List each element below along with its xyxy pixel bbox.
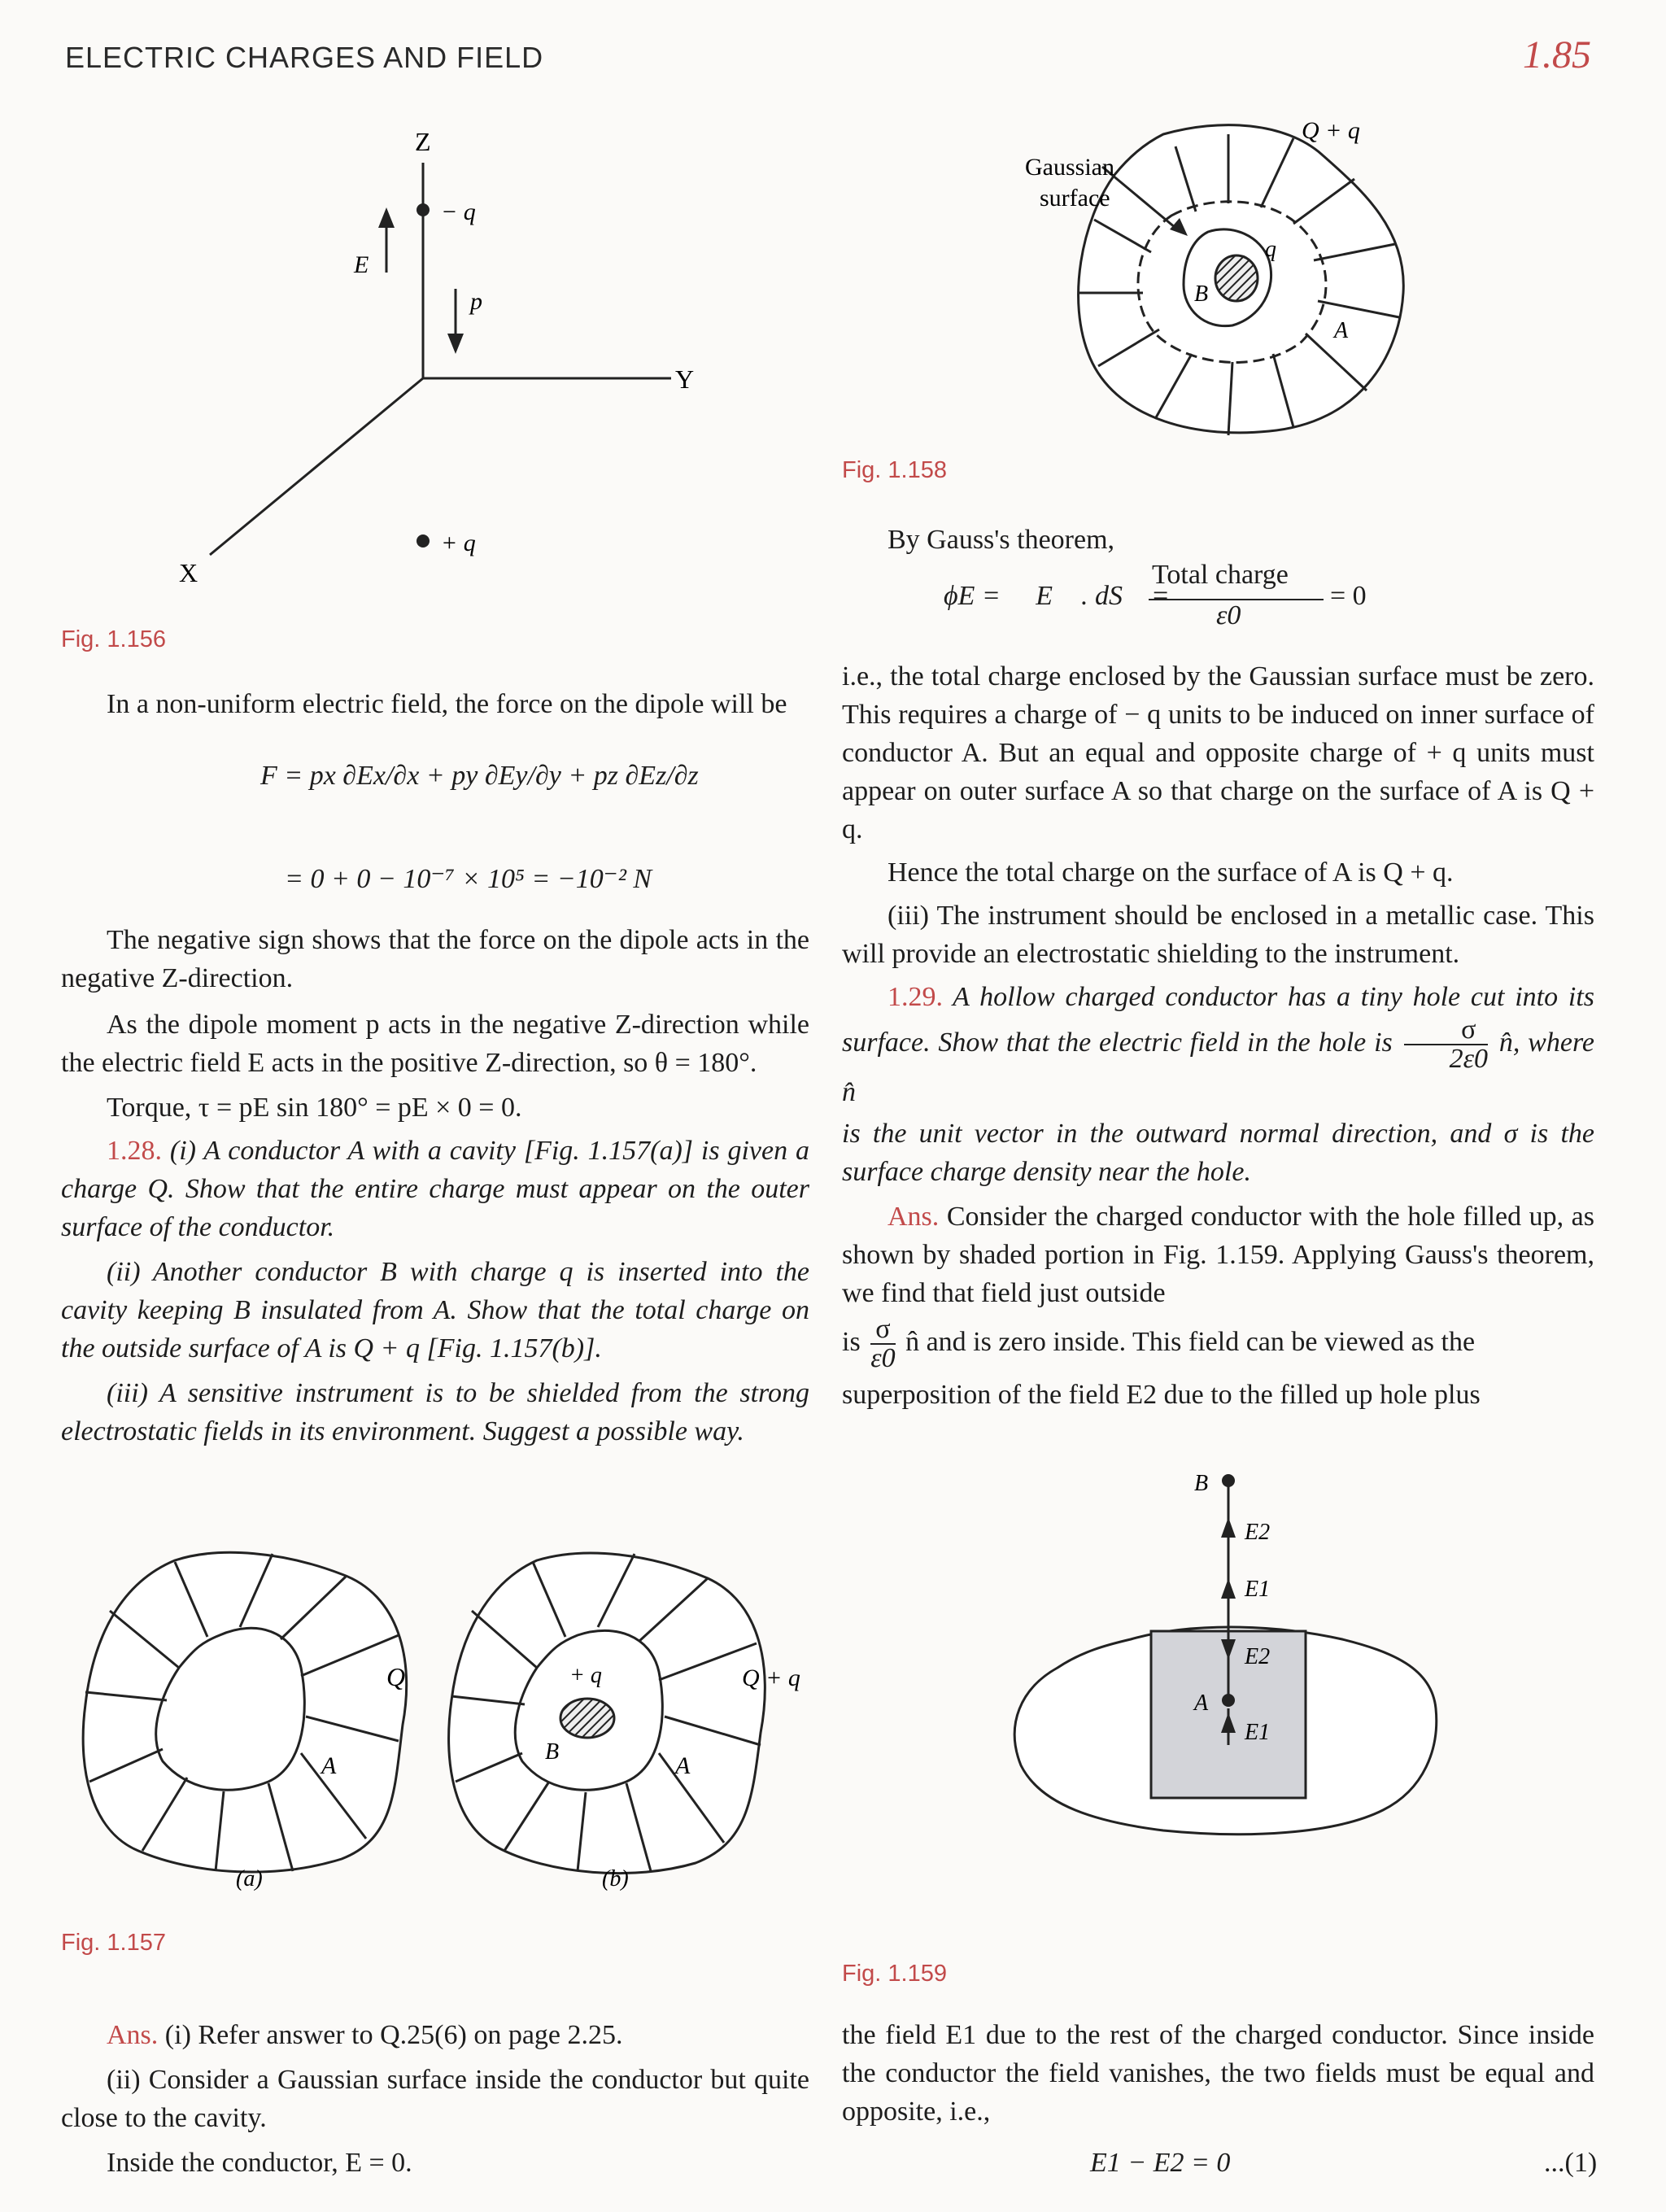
torque-line: Torque, τ = pE sin 180° = pE × 0 = 0.	[107, 1093, 522, 1123]
left-column-mid	[61, 921, 809, 1451]
question-text: A hollow charged conductor has a tiny hole cut into its surface. Show that the electric field in the hole is	[842, 982, 1594, 1058]
right-column-mid	[842, 657, 1594, 1414]
answer-text: (i) Refer answer to Q.25(6) on page 2.25.	[164, 2020, 623, 2050]
question-number: 1.28.	[107, 1136, 162, 1166]
question-number: 1.29.	[888, 982, 943, 1012]
force-result: = 0 + 0 − 10⁻⁷ × 10⁵ = −10⁻² N	[285, 864, 652, 894]
label-b: B	[545, 1739, 560, 1765]
plus-q-label: + q	[441, 530, 476, 556]
y-axis-label: Y	[675, 364, 695, 394]
left-column-bottom	[61, 2016, 809, 2182]
answer-label: Ans.	[107, 2020, 159, 2050]
paragraph: In a non-uniform electric field, the force on the dipole will be	[107, 689, 787, 719]
label-q: Q	[386, 1662, 406, 1691]
fraction-denominator: ε0	[870, 1343, 896, 1373]
right-column-top	[842, 521, 1594, 559]
figure-1-157	[73, 1546, 822, 1896]
answer-text: superposition of the field E2 due to the filled up hole plus	[842, 1380, 1481, 1410]
minus-q-label: − q	[441, 199, 476, 225]
answer-label: Ans.	[888, 1202, 940, 1232]
question-text: is the unit vector in the outward normal direction, and σ is the surface charge density near the hole.	[842, 1119, 1594, 1187]
paragraph: Hence the total charge on the surface of A is Q + q.	[888, 857, 1454, 888]
label-b: B	[1194, 281, 1209, 307]
answer-text: Consider the charged conductor with the hole filled up, as shown by shaded portion in Fig. 1.159. Applying Gauss's theorem, we find that field just outside	[842, 1202, 1594, 1308]
answer-text: n̂ and is zero inside. This field can be viewed as the	[905, 1326, 1476, 1357]
figure-1-159	[1001, 1464, 1456, 1920]
answer-text: Inside the conductor, E = 0.	[107, 2148, 412, 2178]
paragraph: As the dipole moment p acts in the negative Z-direction while the electric field E acts in the positive Z-direction, so θ = 180°.	[61, 1010, 809, 1078]
label-a: A	[675, 1752, 691, 1779]
x-axis-label: X	[179, 558, 198, 587]
label-q-plus-q: Q + q	[1302, 117, 1360, 144]
gauss-lhs: ϕE = ∮ E⃗ . dS⃗ =	[944, 581, 1170, 611]
gaussian-label: Gaussian	[1025, 154, 1114, 181]
answer-text: is	[842, 1326, 861, 1357]
conductor-b	[1215, 255, 1258, 301]
label-a: A	[1334, 318, 1349, 343]
right-column-bottom	[842, 2016, 1594, 2131]
question-text: (ii) Another conductor B with charge q is inserted into the cavity keeping B insulated from A. Show that the total charge on the outside surface of A is Q + q [Fig. 1.157(b)].	[61, 1257, 809, 1363]
point-a	[1222, 1694, 1235, 1707]
figure-1-156	[138, 114, 708, 602]
fraction-denominator: 2ε0	[1449, 1044, 1488, 1074]
label-b: B	[1194, 1471, 1209, 1496]
page-number: 1.85	[1523, 33, 1591, 76]
gauss-rhs: = 0	[1330, 581, 1367, 611]
label-e1-inside: E1	[1245, 1720, 1271, 1745]
fig-1-158-caption: Fig. 1.158	[842, 457, 947, 483]
fig-1-156-caption: Fig. 1.156	[61, 626, 166, 652]
left-column-top	[61, 685, 809, 723]
gauss-denominator: ε0	[1216, 600, 1241, 630]
paragraph: i.e., the total charge enclosed by the Gaussian surface must be zero. This requires a charge of − q units to be induced on inner surface of conductor A. But an equal and opposite charge of + q units must appear on outer surface A so that charge on the surface of A is Q + q.	[842, 661, 1594, 844]
answer-text: the field E1 due to the rest of the charged conductor. Since inside the conductor the field vanishes, the two fields must be equal and opposite, i.e.,	[842, 2020, 1594, 2127]
e-field-label: E	[354, 251, 369, 278]
answer-text: (ii) Consider a Gaussian surface inside the conductor but quite close to the cavity.	[61, 2065, 809, 2133]
surface-label: surface	[1040, 185, 1110, 212]
fraction-numerator: σ	[870, 1315, 895, 1345]
fig-1-159-caption: Fig. 1.159	[842, 1961, 947, 1987]
sub-a-label: (a)	[236, 1866, 263, 1891]
label-e1-outside: E1	[1245, 1577, 1271, 1602]
z-axis-label: Z	[415, 127, 431, 156]
negative-charge-dot	[416, 203, 430, 216]
question-text: n̂, where n̂	[842, 1027, 1595, 1107]
equation-number: ...(1)	[1544, 2148, 1598, 2178]
point-b	[1222, 1474, 1235, 1487]
conductor-b	[560, 1699, 614, 1738]
running-header: ELECTRIC CHARGES AND FIELD	[65, 41, 544, 74]
label-q-plus-q: Q + q	[742, 1664, 800, 1691]
force-equation: F = px ∂Ex/∂x + py ∂Ey/∂y + pz ∂Ez/∂z	[260, 761, 699, 791]
paragraph: By Gauss's theorem,	[888, 525, 1115, 555]
label-a: A	[1194, 1691, 1209, 1716]
question-text: (i) A conductor A with a cavity [Fig. 1.157(a)] is given a charge Q. Show that the entire charge must appear on the outer surface of the conductor.	[61, 1136, 809, 1242]
label-a: A	[321, 1752, 337, 1779]
paragraph: The negative sign shows that the force on the dipole acts in the negative Z-direction.	[61, 925, 809, 993]
sub-b-label: (b)	[602, 1866, 629, 1891]
paragraph: (iii) The instrument should be enclosed in a metallic case. This will provide an electrostatic shielding to the instrument.	[842, 901, 1594, 969]
question-text: (iii) A sensitive instrument is to be shielded from the strong electrostatic fields in its environment. Suggest a possible way.	[61, 1378, 809, 1446]
fraction-numerator: σ	[1404, 1016, 1488, 1045]
label-q: q	[1265, 237, 1276, 262]
label-plus-q: + q	[569, 1663, 602, 1688]
dipole-label: p	[470, 288, 482, 315]
label-e2-outside: E2	[1245, 1520, 1271, 1545]
fig-1-157-caption: Fig. 1.157	[61, 1930, 166, 1956]
gauss-equation	[944, 560, 1367, 641]
final-equation: E1 − E2 = 0	[1090, 2148, 1231, 2178]
figure-1-158	[1025, 106, 1432, 447]
label-e2-inside: E2	[1245, 1644, 1271, 1669]
gauss-numerator: Total charge	[1152, 560, 1289, 590]
positive-charge-dot	[416, 534, 430, 548]
